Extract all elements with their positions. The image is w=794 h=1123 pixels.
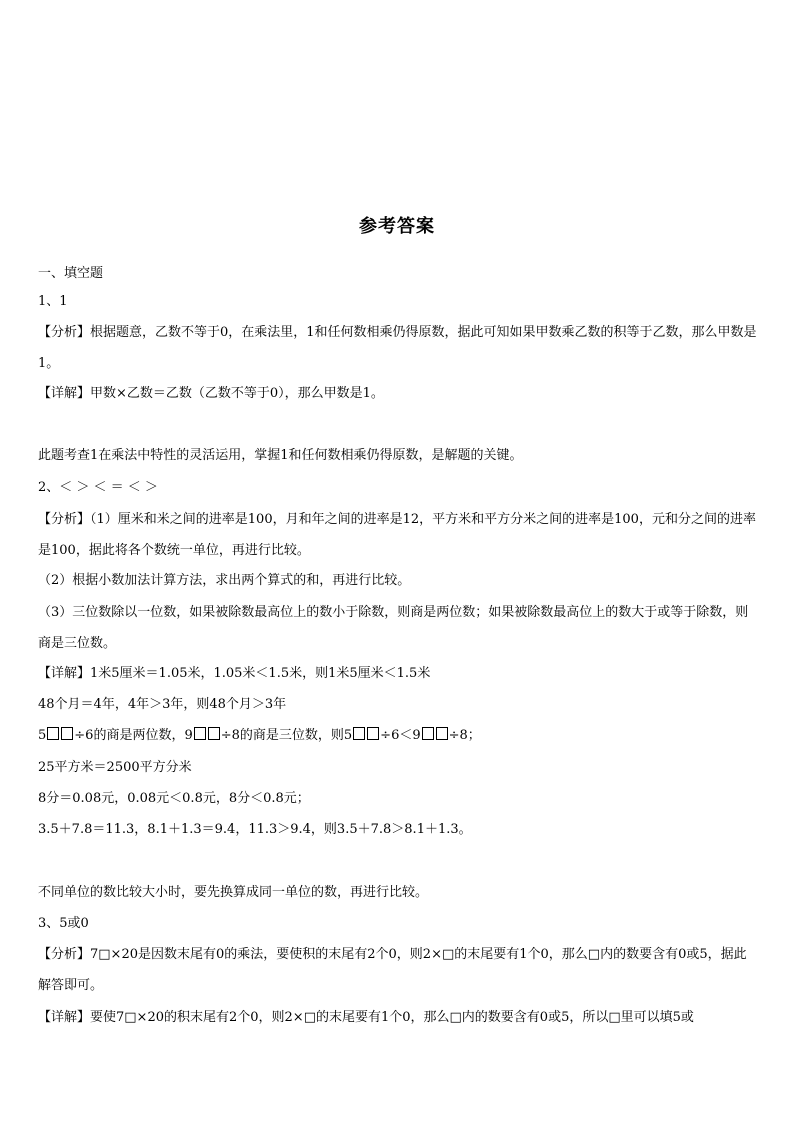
q2-detail-5: 8分＝0.08元，0.08元＜0.8元，8分＜0.8元； — [38, 791, 310, 806]
q2-analysis: 【分析】（1）厘米和米之间的进率是100，月和年之间的进率是12，平方米和平方分米之间的进率是100，元和分之间的进率是100，据此将各个数统一单位，再进行比较。 — [38, 512, 756, 558]
blank-box — [194, 727, 206, 740]
q1-answer: 1、1 — [38, 294, 68, 309]
q2-detail-6: 3.5＋7.8＝11.3，8.1＋1.3＝9.4，11.3＞9.4，则3.5＋7.8＞8.1＋1.3。 — [38, 822, 472, 837]
q2-detail-2: 48个月＝4年，4年＞3年，则48个月＞3年 — [38, 697, 287, 712]
page-title: 参考答案 — [359, 216, 435, 237]
q3-detail: 【详解】要使7□×20的积末尾有2个0，则2×□的末尾要有1个0，那么□内的数要含有0或5，所以□里可以填5或 — [38, 1010, 694, 1025]
q1-comment: 此题考查1在乘法中特性的灵活运用，掌握1和任何数相乘仍得原数，是解题的关键。 — [38, 448, 523, 463]
blank-box — [353, 727, 365, 740]
q2-detail-4: 25平方米＝2500平方分米 — [38, 760, 192, 775]
q2-answer: 2、＜ ＞ ＜ ＝ ＜ ＞ — [38, 480, 158, 495]
blank-box — [47, 727, 59, 740]
q3-answer: 3、5或0 — [38, 916, 89, 931]
blank-box — [61, 727, 73, 740]
blank-box — [367, 727, 379, 740]
blank-box — [422, 727, 434, 740]
q3-analysis: 【分析】7□×20是因数末尾有0的乘法，要使积的末尾有2个0，则2×□的末尾要有1个0，那么□内的数要含有0或5，据此解答即可。 — [38, 947, 747, 993]
q1-analysis: 【分析】根据题意，乙数不等于0，在乘法里，1和任何数相乘仍得原数，据此可知如果甲数乘乙数的积等于乙数，那么甲数是1。 — [38, 325, 757, 371]
q2-comment: 不同单位的数比较大小时，要先换算成同一单位的数，再进行比较。 — [38, 885, 429, 900]
q2-analysis-3: （3）三位数除以一位数，如果被除数最高位上的数小于除数，则商是两位数；如果被除数最高位上的数大于或等于除数，则商是三位数。 — [38, 605, 749, 651]
q2-analysis-2: （2）根据小数加法计算方法，求出两个算式的和，再进行比较。 — [38, 573, 411, 588]
blank-box — [208, 727, 220, 740]
q2-detail-3: 5 ÷6的商是两位数，9 ÷8的商是三位数，则5 ÷6＜9 ÷8； — [38, 728, 481, 743]
blank-box — [436, 727, 448, 740]
q1-detail: 【详解】甲数×乙数＝乙数（乙数不等于0），那么甲数是1。 — [38, 386, 384, 401]
q2-detail-1: 【详解】1米5厘米＝1.05米，1.05米＜1.5米，则1米5厘米＜1.5米 — [38, 666, 431, 681]
section-heading: 一、填空题 — [38, 266, 104, 281]
